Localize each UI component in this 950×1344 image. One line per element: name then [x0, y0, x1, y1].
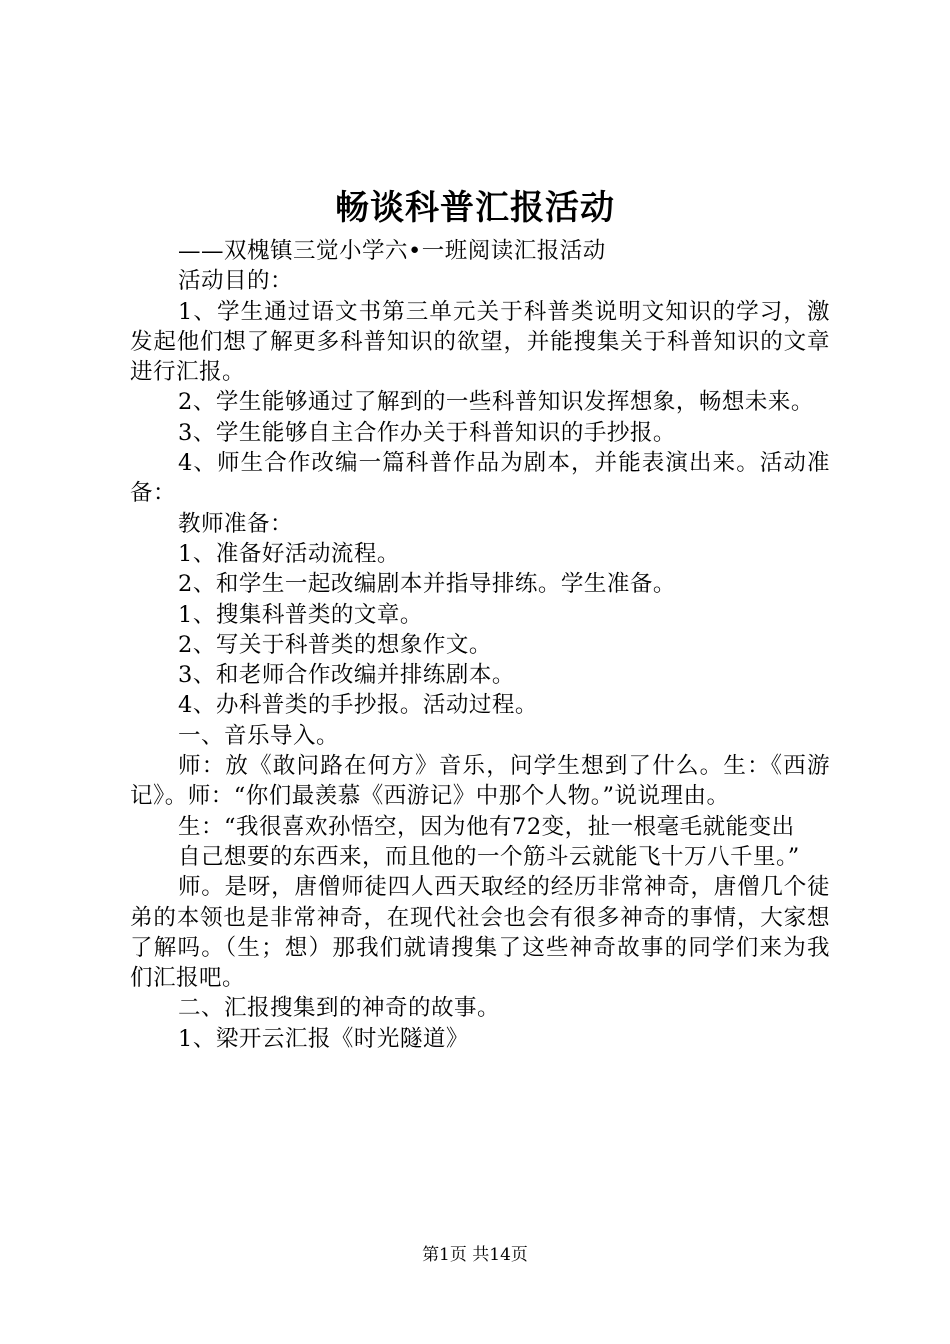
objective-paragraph: 4、师生合作改编一篇科普作品为剧本，并能表演出来。活动准备： — [130, 450, 830, 507]
list-item: 1、梁开云汇报《时光隧道》 — [178, 1025, 469, 1052]
dialogue-paragraph: 生：“我很喜欢孙悟空，因为他有72变，扯一根毫毛就能变出 — [178, 813, 795, 840]
section-heading-teacher-prep: 教师准备： — [178, 510, 294, 537]
list-item: 2、和学生一起改编剧本并指导排练。学生准备。 — [178, 571, 676, 598]
list-item: 2、写关于科普类的想象作文。 — [178, 631, 492, 658]
objective-paragraph: 2、学生能够通过了解到的一些科普知识发挥想象，畅想未来。 — [178, 389, 814, 416]
section-heading-report: 二、汇报搜集到的神奇的故事。 — [178, 995, 501, 1022]
list-item: 1、搜集科普类的文章。 — [178, 601, 423, 628]
dialogue-paragraph: 师：放《敢问路在何方》音乐，问学生想到了什么。生：《西游记》。师：“你们最羡慕《西游记》中那个人物。”说说理由。 — [130, 753, 830, 810]
page-footer: 第1页 共14页 — [422, 1245, 528, 1265]
list-item: 4、办科普类的手抄报。活动过程。 — [178, 692, 538, 719]
dialogue-paragraph: 师。是呀，唐僧师徒四人西天取经的经历非常神奇，唐僧几个徒弟的本领也是非常神奇，在现代社会也会有很多神奇的事情，大家想了解吗。（生；想）那我们就请搜集了这些神奇故事的同学们来为我们汇报吧。 — [130, 874, 830, 992]
section-heading-objectives: 活动目的： — [178, 268, 294, 295]
objective-paragraph: 3、学生能够自主合作办关于科普知识的手抄报。 — [178, 419, 676, 446]
list-item: 1、准备好活动流程。 — [178, 540, 400, 567]
document-title: 畅谈科普汇报活动 — [335, 188, 615, 228]
list-item: 3、和老师合作改编并排练剧本。 — [178, 662, 515, 689]
document-body — [130, 236, 830, 1054]
section-heading-music-intro: 一、音乐导入。 — [178, 722, 340, 749]
dialogue-paragraph: 自己想要的东西来，而且他的一个筋斗云就能飞十万八千里。” — [178, 843, 800, 870]
subtitle-paragraph: ——双槐镇三觉小学六•一班阅读汇报活动 — [178, 238, 606, 264]
objective-paragraph: 1、学生通过语文书第三单元关于科普类说明文知识的学习，激发起他们想了解更多科普知识的欲望，并能搜集关于科普知识的文章进行汇报。 — [130, 298, 830, 386]
